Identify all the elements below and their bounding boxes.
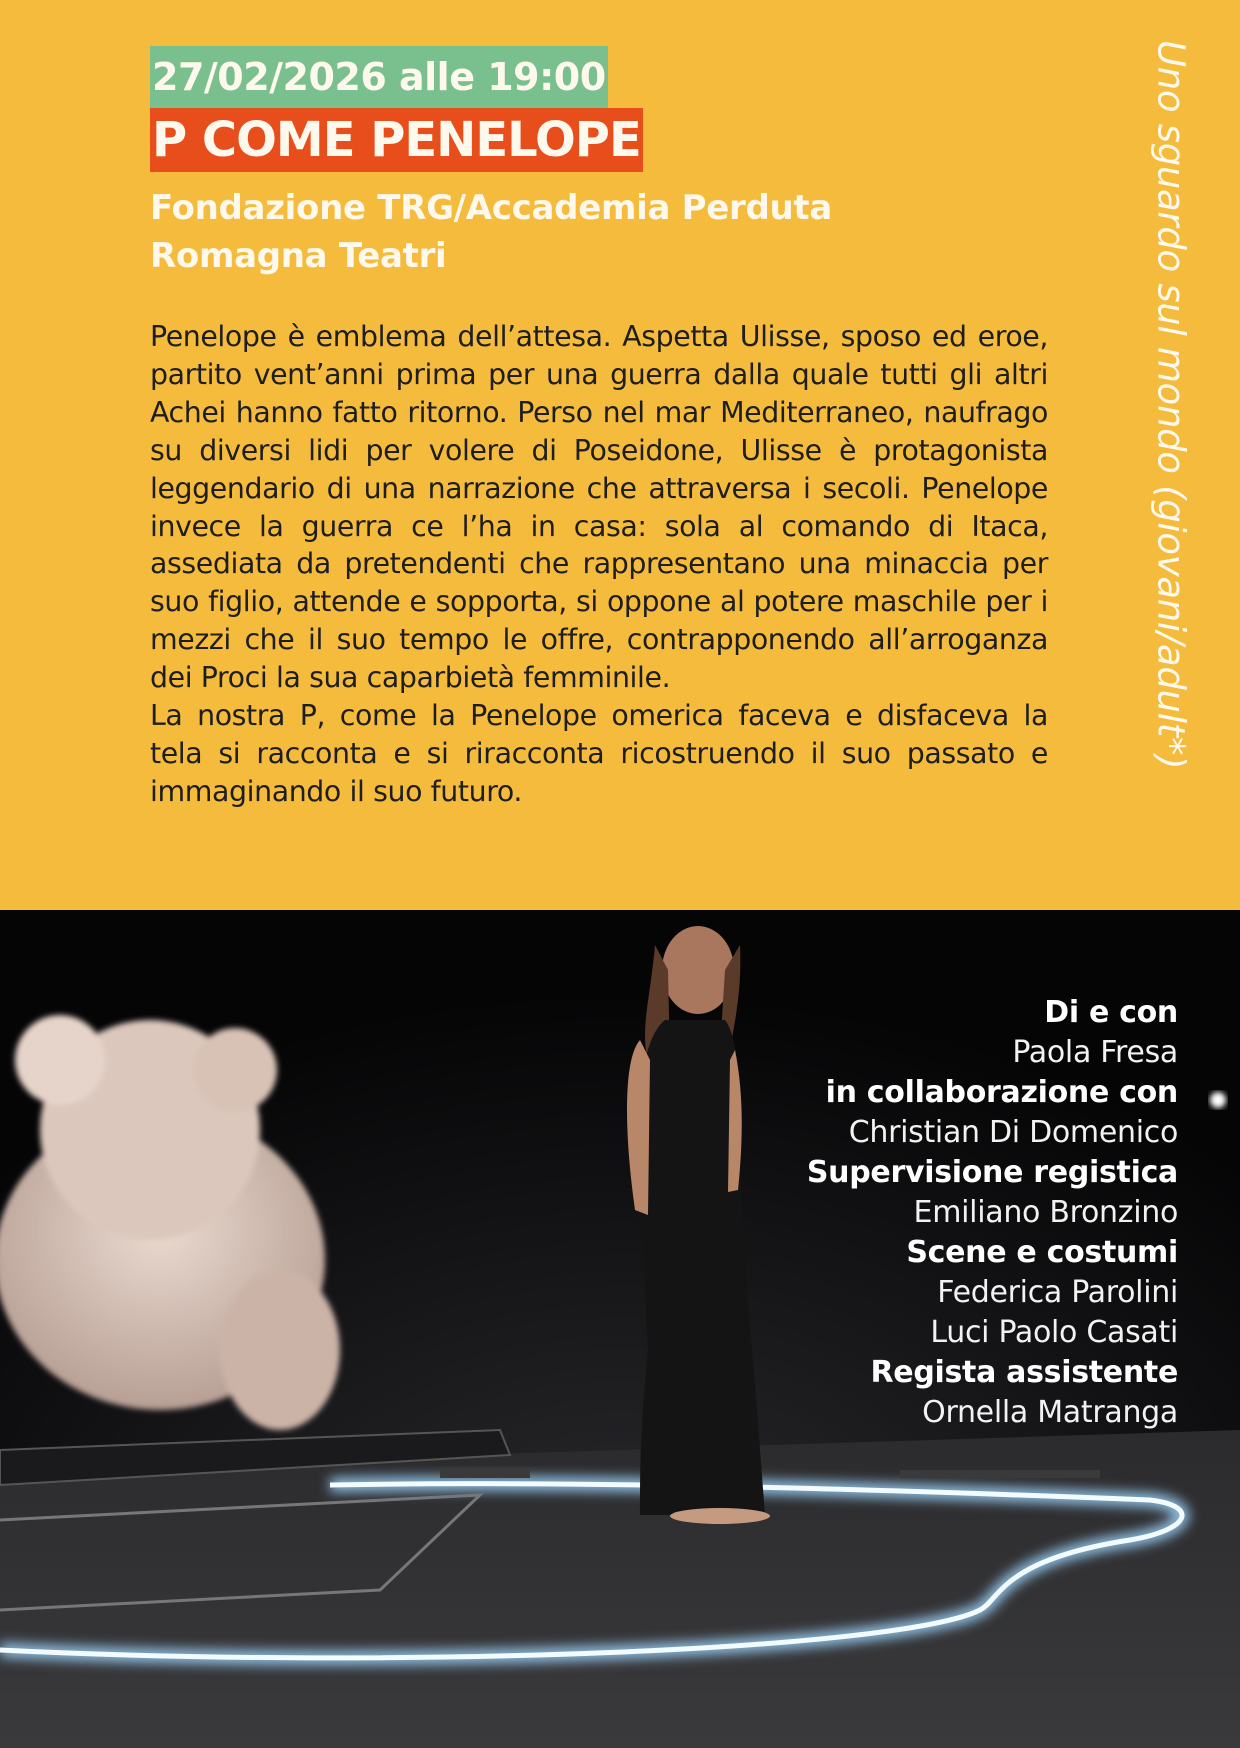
credit-role: Regista assistente	[870, 1355, 1178, 1390]
description-paragraph-2: La nostra P, come la Penelope omerica faceva e disfaceva la tela si racconta e si riracconta ricostruendo il suo passato e immaginando il suo futuro.	[150, 699, 1048, 808]
event-title: P COME PENELOPE	[150, 108, 643, 172]
credit-name: Ornella Matranga	[922, 1395, 1178, 1430]
credits-list	[618, 993, 1178, 1433]
description-paragraph-1: Penelope è emblema dell’attesa. Aspetta Ulisse, sposo ed eroe, partito vent’anni prima per una guerra dalla quale tutti gli altri Achei hanno fatto ritorno. Perso nel mar Mediterraneo, naufrago su diversi lidi per volere di Poseidone, Ulisse è protagonista leggendario di una narrazione che attraversa i secoli. Penelope invece la guerra ce l’ha in casa: sola al comando di Itaca, assediata da pretendenti che rappresentano una minaccia per suo figlio, attende e sopporta, si oppone al potere maschile per i mezzi che il suo tempo le offre, contrapponendo all’arroganza dei Proci la sua caparbietà femminile.	[150, 320, 1048, 695]
company-name	[150, 184, 970, 280]
credit-role: Scene e costumi	[906, 1235, 1178, 1270]
section-label-text: Uno sguardo sul mondo (giovani/adult*)	[1149, 40, 1193, 770]
credit-name: Christian Di Domenico	[848, 1115, 1178, 1150]
credit-role: in collaborazione con	[825, 1075, 1178, 1110]
credit-role: Supervisione registica	[806, 1155, 1178, 1190]
event-datetime: 27/02/2026 alle 19:00	[150, 46, 608, 108]
company-line-2: Romagna Teatri	[150, 236, 447, 276]
credit-name: Emiliano Bronzino	[913, 1195, 1178, 1230]
stage-prop-small	[440, 1468, 530, 1478]
section-label	[1148, 40, 1194, 900]
spotlight	[1210, 1092, 1226, 1108]
stage-prop-right	[900, 1470, 1100, 1478]
credit-name: Luci Paolo Casati	[930, 1315, 1178, 1350]
event-description	[150, 318, 1048, 811]
credit-name: Federica Parolini	[937, 1275, 1178, 1310]
credit-role: Di e con	[1044, 995, 1178, 1030]
credit-name: Paola Fresa	[1012, 1035, 1178, 1070]
company-line-1: Fondazione TRG/Accademia Perduta	[150, 188, 833, 228]
